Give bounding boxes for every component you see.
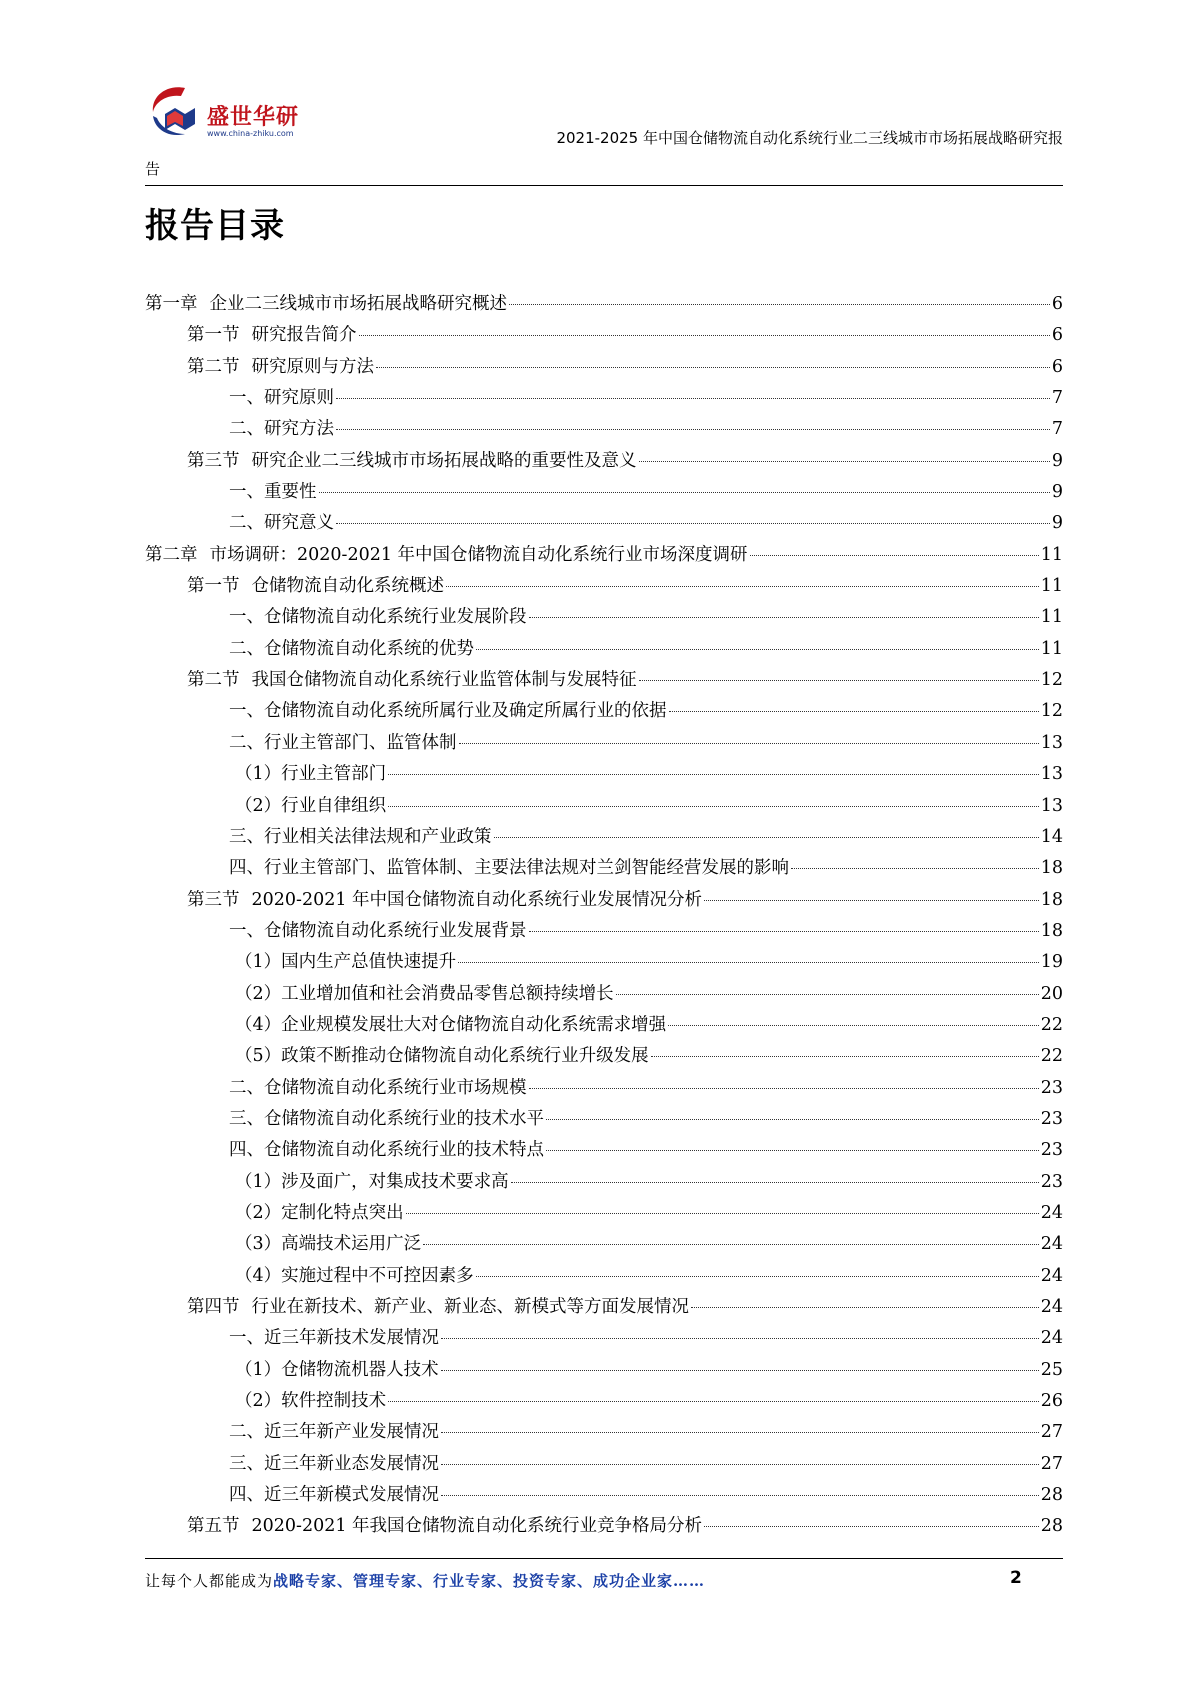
toc-entry-text bbox=[229, 697, 667, 722]
company-logo bbox=[145, 80, 315, 150]
toc-dot-leader bbox=[529, 617, 1039, 618]
toc-dot-leader bbox=[509, 304, 1050, 305]
toc-entry-text bbox=[235, 1356, 439, 1381]
toc-entry-text bbox=[229, 1074, 527, 1099]
toc-entry-title: 一、仓储物流自动化系统行业发展背景 bbox=[229, 920, 527, 941]
toc-entry-text bbox=[229, 384, 334, 409]
toc-entry-page: 13 bbox=[1040, 764, 1063, 785]
toc-entry-page: 25 bbox=[1040, 1359, 1063, 1380]
toc-entry-text bbox=[187, 666, 637, 691]
toc-dot-leader bbox=[441, 1464, 1039, 1465]
toc-entry[interactable] bbox=[145, 1199, 1063, 1230]
logo-emblem-icon bbox=[145, 80, 209, 144]
toc-entry-prefix: 第一节 bbox=[187, 576, 240, 597]
toc-entry[interactable] bbox=[145, 415, 1063, 446]
toc-entry[interactable] bbox=[145, 823, 1063, 854]
toc-entry-title: 研究原则与方法 bbox=[251, 356, 374, 377]
toc-entry-title: （2）工业增加值和社会消费品零售总额持续增长 bbox=[235, 983, 614, 1004]
toc-dot-leader bbox=[336, 429, 1050, 430]
toc-entry[interactable] bbox=[145, 1136, 1063, 1167]
toc-entry-title: （2）定制化特点突出 bbox=[235, 1202, 404, 1223]
toc-entry-page: 24 bbox=[1040, 1202, 1063, 1223]
toc-dot-leader bbox=[476, 649, 1039, 650]
toc-dot-leader bbox=[750, 555, 1039, 556]
toc-entry-page: 13 bbox=[1040, 732, 1063, 753]
toc-entry-page: 24 bbox=[1040, 1234, 1063, 1255]
toc-dot-leader bbox=[639, 680, 1039, 681]
toc-entry-text bbox=[229, 635, 474, 660]
toc-entry-text bbox=[235, 980, 614, 1005]
toc-entry[interactable] bbox=[145, 792, 1063, 823]
toc-entry-page: 23 bbox=[1040, 1077, 1063, 1098]
toc-dot-leader bbox=[704, 1526, 1039, 1527]
toc-entry[interactable] bbox=[145, 980, 1063, 1011]
toc-dot-leader bbox=[668, 1025, 1039, 1026]
toc-entry-text bbox=[229, 415, 334, 440]
toc-entry-text bbox=[187, 321, 357, 346]
toc-entry-title: 二、研究方法 bbox=[229, 419, 334, 440]
toc-entry-text bbox=[145, 290, 507, 315]
toc-entry-page: 22 bbox=[1040, 1046, 1063, 1067]
toc-entry-text bbox=[229, 1136, 544, 1161]
toc-dot-leader bbox=[336, 398, 1050, 399]
toc-dot-leader bbox=[791, 868, 1039, 869]
toc-entry[interactable] bbox=[145, 1512, 1063, 1543]
toc-entry-text bbox=[187, 572, 444, 597]
toc-dot-leader bbox=[336, 523, 1050, 524]
toc-entry-title: 二、行业主管部门、监管体制 bbox=[229, 732, 457, 753]
toc-entry[interactable] bbox=[145, 1105, 1063, 1136]
toc-entry-page: 23 bbox=[1040, 1140, 1063, 1161]
toc-entry-title: （2）行业自律组织 bbox=[235, 795, 387, 816]
page-header bbox=[145, 80, 1063, 190]
toc-entry-page: 27 bbox=[1040, 1453, 1063, 1474]
toc-entry-text bbox=[235, 1199, 404, 1224]
toc-dot-leader bbox=[616, 994, 1039, 995]
toc-entry-page: 6 bbox=[1051, 356, 1063, 377]
toc-dot-leader bbox=[494, 837, 1039, 838]
toc-entry-text bbox=[235, 1011, 666, 1036]
toc-entry-title: （1）涉及面广，对集成技术要求高 bbox=[235, 1171, 509, 1192]
toc-entry[interactable] bbox=[145, 447, 1063, 478]
toc-entry-text bbox=[235, 1387, 386, 1412]
toc-entry-title: 四、行业主管部门、监管体制、主要法律法规对兰剑智能经营发展的影响 bbox=[229, 858, 789, 879]
toc-entry-text bbox=[235, 1168, 509, 1193]
toc-entry-text bbox=[229, 823, 492, 848]
toc-entry-text bbox=[235, 948, 456, 973]
toc-entry-page: 19 bbox=[1040, 952, 1063, 973]
toc-dot-leader bbox=[441, 1338, 1039, 1339]
toc-entry-page: 11 bbox=[1040, 607, 1063, 628]
toc-entry-title: （1）国内生产总值快速提升 bbox=[235, 952, 457, 973]
page-number: 2 bbox=[1010, 1568, 1022, 1588]
toc-dot-leader bbox=[651, 1056, 1039, 1057]
toc-dot-leader bbox=[458, 962, 1039, 963]
toc-entry-title: 二、近三年新产业发展情况 bbox=[229, 1422, 439, 1443]
toc-entry-title: 2020-2021 年中国仓储物流自动化系统行业发展情况分析 bbox=[251, 889, 703, 910]
toc-entry-title: 市场调研：2020-2021 年中国仓储物流自动化系统行业市场深度调研 bbox=[209, 544, 748, 565]
toc-entry[interactable] bbox=[145, 1356, 1063, 1387]
toc-dot-leader bbox=[406, 1213, 1039, 1214]
toc-entry-page: 7 bbox=[1051, 419, 1063, 440]
toc-entry-page: 6 bbox=[1051, 325, 1063, 346]
toc-entry-title: 一、研究原则 bbox=[229, 388, 334, 409]
toc-entry[interactable] bbox=[145, 697, 1063, 728]
toc-entry[interactable] bbox=[145, 666, 1063, 697]
toc-entry-title: （1）仓储物流机器人技术 bbox=[235, 1359, 439, 1380]
toc-entry-title: 四、仓储物流自动化系统行业的技术特点 bbox=[229, 1140, 544, 1161]
toc-entry[interactable] bbox=[145, 1324, 1063, 1355]
toc-entry-title: 一、仓储物流自动化系统所属行业及确定所属行业的依据 bbox=[229, 701, 667, 722]
toc-entry-page: 11 bbox=[1040, 576, 1063, 597]
toc-entry[interactable] bbox=[145, 1230, 1063, 1261]
toc-dot-leader bbox=[669, 711, 1039, 712]
toc-entry-page: 24 bbox=[1040, 1297, 1063, 1317]
toc-entry-page: 7 bbox=[1051, 388, 1063, 409]
toc-entry[interactable] bbox=[145, 948, 1063, 979]
toc-entry-text bbox=[229, 509, 334, 534]
toc-entry-title: （5）政策不断推动仓储物流自动化系统行业升级发展 bbox=[235, 1046, 649, 1067]
toc-entry-title: 二、仓储物流自动化系统行业市场规模 bbox=[229, 1077, 527, 1098]
toc-dot-leader bbox=[546, 1119, 1039, 1120]
toc-entry[interactable] bbox=[145, 729, 1063, 760]
toc-entry-page: 24 bbox=[1040, 1265, 1063, 1286]
toc-entry[interactable] bbox=[145, 290, 1063, 321]
toc-entry-prefix: 第三节 bbox=[187, 450, 240, 471]
toc-dot-leader bbox=[388, 774, 1039, 775]
toc-entry-text bbox=[229, 1481, 439, 1506]
toc-dot-leader bbox=[441, 1432, 1039, 1433]
toc-entry-text bbox=[145, 541, 748, 566]
toc-entry[interactable] bbox=[145, 321, 1063, 352]
toc-entry[interactable] bbox=[145, 1481, 1063, 1512]
toc-entry[interactable] bbox=[145, 1450, 1063, 1481]
toc-entry-page: 13 bbox=[1040, 795, 1063, 816]
toc-entry-page: 9 bbox=[1051, 450, 1063, 471]
toc-entry[interactable] bbox=[145, 917, 1063, 948]
toc-entry-text bbox=[235, 1042, 649, 1067]
toc-entry-page: 14 bbox=[1040, 826, 1063, 847]
toc-entry-title: 四、近三年新模式发展情况 bbox=[229, 1485, 439, 1506]
toc-entry-page: 23 bbox=[1040, 1171, 1063, 1192]
toc-entry-page: 9 bbox=[1051, 513, 1063, 534]
toc-entry-title: 研究企业二三线城市市场拓展战略的重要性及意义 bbox=[251, 450, 637, 471]
toc-entry-text bbox=[235, 1262, 474, 1287]
toc-entry-text bbox=[229, 917, 527, 942]
toc-dot-leader bbox=[376, 367, 1050, 368]
toc-entry-page: 11 bbox=[1040, 638, 1063, 659]
toc-entry[interactable] bbox=[145, 1042, 1063, 1073]
toc-entry-text bbox=[235, 1230, 421, 1255]
toc-entry-page: 24 bbox=[1040, 1328, 1063, 1349]
toc-dot-leader bbox=[423, 1244, 1039, 1245]
toc-entry-prefix: 第三节 bbox=[187, 889, 240, 910]
toc-entry[interactable] bbox=[145, 1011, 1063, 1042]
toc-entry-title: 一、重要性 bbox=[229, 482, 317, 503]
toc-dot-leader bbox=[639, 461, 1050, 462]
toc-entry[interactable] bbox=[145, 854, 1063, 885]
toc-entry[interactable] bbox=[145, 886, 1063, 917]
toc-entry-title: （4）企业规模发展壮大对仓储物流自动化系统需求增强 bbox=[235, 1014, 667, 1035]
toc-entry-title: 仓储物流自动化系统概述 bbox=[251, 576, 444, 597]
toc-dot-leader bbox=[476, 1276, 1039, 1277]
toc-entry-title: 三、仓储物流自动化系统行业的技术水平 bbox=[229, 1108, 544, 1129]
toc-entry-title: 行业在新技术、新产业、新业态、新模式等方面发展情况 bbox=[251, 1297, 689, 1317]
toc-entry-title: 2020-2021 年我国仓储物流自动化系统行业竞争格局分析 bbox=[251, 1516, 703, 1537]
toc-entry-text bbox=[229, 854, 789, 879]
toc-entry-page: 12 bbox=[1040, 670, 1063, 691]
toc-entry-title: 二、仓储物流自动化系统的优势 bbox=[229, 638, 474, 659]
toc-entry[interactable] bbox=[145, 760, 1063, 791]
toc-entry-text bbox=[187, 1512, 702, 1537]
toc-dot-leader bbox=[441, 1495, 1039, 1496]
toc-entry-page: 28 bbox=[1040, 1516, 1063, 1537]
report-title-wrap: 告 bbox=[145, 160, 161, 178]
toc-entry-page: 11 bbox=[1040, 544, 1063, 565]
toc-entry[interactable] bbox=[145, 603, 1063, 634]
toc-entry-title: 三、行业相关法律法规和产业政策 bbox=[229, 826, 492, 847]
header-divider bbox=[145, 185, 1063, 186]
toc-entry-page: 27 bbox=[1040, 1422, 1063, 1443]
toc-entry-text bbox=[229, 1450, 439, 1475]
toc-entry-title: 研究报告简介 bbox=[251, 325, 357, 346]
toc-entry[interactable] bbox=[145, 384, 1063, 415]
toc-entry-title: （2）软件控制技术 bbox=[235, 1391, 387, 1412]
toc-dot-leader bbox=[319, 492, 1050, 493]
logo-url-text: www.china-zhiku.com bbox=[207, 129, 294, 138]
toc-entry-page: 23 bbox=[1040, 1108, 1063, 1129]
toc-entry[interactable] bbox=[145, 1293, 1063, 1324]
toc-entry[interactable] bbox=[145, 1262, 1063, 1293]
toc-entry[interactable] bbox=[145, 353, 1063, 384]
toc-entry-title: 三、近三年新业态发展情况 bbox=[229, 1453, 439, 1474]
page-heading: 报告目录 bbox=[145, 206, 285, 246]
toc-entry[interactable] bbox=[145, 1418, 1063, 1449]
footer-divider bbox=[145, 1558, 1063, 1559]
toc-dot-leader bbox=[446, 586, 1039, 587]
toc-entry-title: 企业二三线城市市场拓展战略研究概述 bbox=[209, 294, 507, 314]
toc-entry-text bbox=[229, 603, 527, 628]
footer-slogan-highlight: 战略专家、管理专家、行业专家、投资专家、成功企业家…… bbox=[273, 1572, 706, 1590]
toc-entry-page: 28 bbox=[1040, 1485, 1063, 1506]
toc-entry-prefix: 第二节 bbox=[187, 670, 240, 691]
toc-entry-prefix: 第二章 bbox=[145, 544, 198, 565]
toc-dot-leader bbox=[546, 1150, 1039, 1151]
toc-dot-leader bbox=[704, 900, 1039, 901]
toc-entry-prefix: 第一章 bbox=[145, 294, 198, 314]
toc-entry-page: 18 bbox=[1040, 858, 1063, 879]
toc-entry-text bbox=[235, 792, 386, 817]
toc-dot-leader bbox=[511, 1182, 1039, 1183]
toc-entry-text bbox=[229, 1324, 439, 1349]
toc-dot-leader bbox=[441, 1370, 1039, 1371]
table-of-contents bbox=[145, 290, 1063, 1544]
toc-entry-page: 12 bbox=[1040, 701, 1063, 722]
toc-entry-prefix: 第五节 bbox=[187, 1516, 240, 1537]
toc-dot-leader bbox=[529, 1088, 1039, 1089]
toc-dot-leader bbox=[459, 743, 1039, 744]
toc-entry-page: 18 bbox=[1040, 889, 1063, 910]
footer-slogan bbox=[145, 1570, 705, 1591]
toc-entry-page: 9 bbox=[1051, 482, 1063, 503]
toc-entry-page: 20 bbox=[1040, 983, 1063, 1004]
toc-entry-prefix: 第二节 bbox=[187, 356, 240, 377]
report-title: 2021-2025 年中国仓储物流自动化系统行业二三线城市市场拓展战略研究报 bbox=[556, 129, 1063, 147]
toc-entry-text bbox=[229, 1105, 544, 1130]
toc-entry-title: （1）行业主管部门 bbox=[235, 764, 387, 785]
toc-entry-text bbox=[235, 760, 386, 785]
toc-entry[interactable] bbox=[145, 572, 1063, 603]
toc-entry-text bbox=[229, 729, 457, 754]
toc-entry[interactable] bbox=[145, 478, 1063, 509]
toc-entry-title: 二、研究意义 bbox=[229, 513, 334, 534]
toc-entry-text bbox=[187, 886, 702, 911]
toc-dot-leader bbox=[388, 806, 1039, 807]
toc-entry-text bbox=[187, 353, 374, 378]
toc-entry[interactable] bbox=[145, 1387, 1063, 1418]
logo-brand-text: 盛世华研 bbox=[207, 105, 300, 130]
footer-slogan-lead: 让每个人都能成为 bbox=[145, 1572, 274, 1590]
toc-entry-page: 22 bbox=[1040, 1014, 1063, 1035]
toc-entry-title: （3）高端技术运用广泛 bbox=[235, 1234, 422, 1255]
toc-entry-text bbox=[187, 447, 637, 472]
toc-entry-title: （4）实施过程中不可控因素多 bbox=[235, 1265, 474, 1286]
toc-entry[interactable] bbox=[145, 1168, 1063, 1199]
toc-entry-title: 一、仓储物流自动化系统行业发展阶段 bbox=[229, 607, 527, 628]
toc-dot-leader bbox=[388, 1401, 1039, 1402]
toc-entry-prefix: 第四节 bbox=[187, 1297, 240, 1317]
toc-entry-text bbox=[229, 1418, 439, 1443]
toc-entry[interactable] bbox=[145, 541, 1063, 572]
toc-dot-leader bbox=[691, 1307, 1039, 1308]
toc-dot-leader bbox=[529, 931, 1039, 932]
toc-entry-page: 6 bbox=[1051, 294, 1063, 314]
toc-entry-text bbox=[187, 1293, 689, 1318]
toc-entry[interactable] bbox=[145, 635, 1063, 666]
toc-entry-page: 18 bbox=[1040, 920, 1063, 941]
toc-entry-text bbox=[229, 478, 317, 503]
toc-entry[interactable] bbox=[145, 509, 1063, 540]
toc-dot-leader bbox=[359, 335, 1050, 336]
toc-entry-title: 我国仓储物流自动化系统行业监管体制与发展特征 bbox=[251, 670, 637, 691]
toc-entry-page: 26 bbox=[1040, 1391, 1063, 1412]
toc-entry-prefix: 第一节 bbox=[187, 325, 240, 346]
toc-entry[interactable] bbox=[145, 1074, 1063, 1105]
toc-entry-title: 一、近三年新技术发展情况 bbox=[229, 1328, 439, 1349]
